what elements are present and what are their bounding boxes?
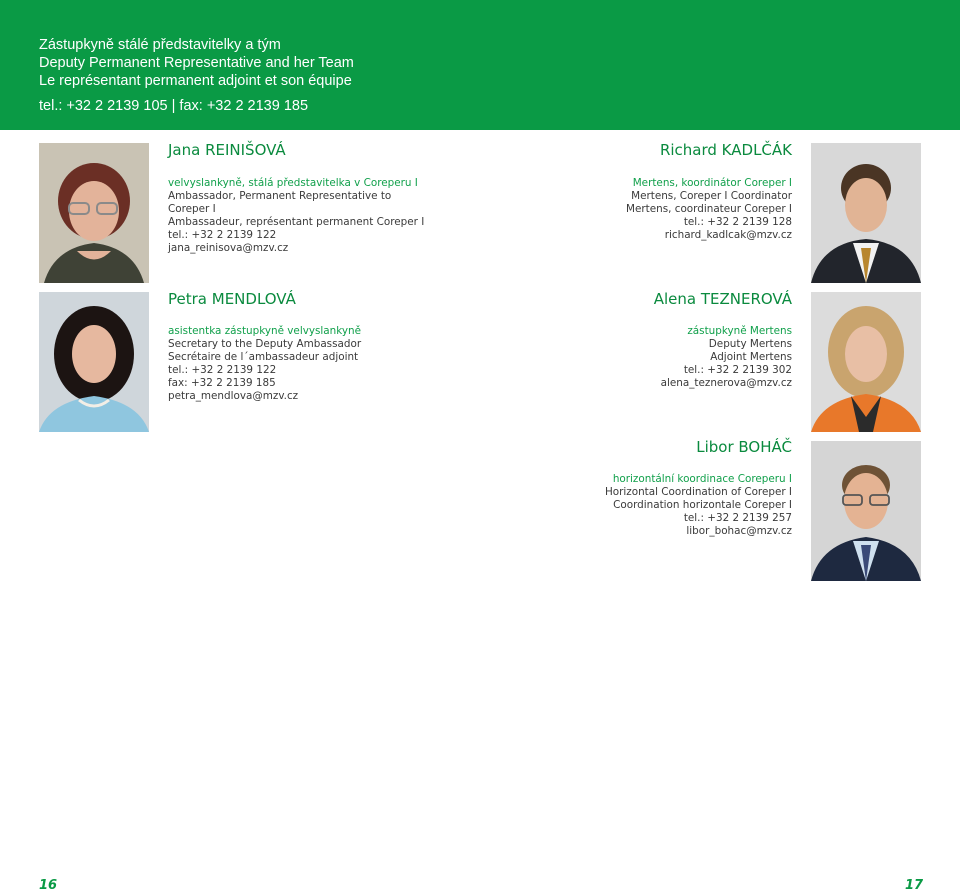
name-reinisova: Jana REINIŠOVÁ xyxy=(168,141,286,159)
role-fr-teznerova: Adjoint Mertens xyxy=(710,351,792,364)
role-fr-mendlova: Secrétaire de l´ambassadeur adjoint xyxy=(168,351,359,364)
tel-teznerova: tel.: +32 2 2139 302 xyxy=(683,364,792,377)
page-number-right: 17 xyxy=(905,878,924,893)
email-kadlcak[interactable]: richard_kadlcak@mzv.cz xyxy=(664,229,792,242)
tel-bohac: tel.: +32 2 2139 257 xyxy=(683,512,792,525)
header-title-en: Deputy Permanent Representative and her Team xyxy=(39,55,354,71)
role-fr-bohac: Coordination horizontale Coreper I xyxy=(613,499,792,512)
info-bohac xyxy=(592,473,792,538)
info-teznerova xyxy=(592,325,792,390)
role-cz-bohac: horizontální koordinace Coreperu I xyxy=(612,473,792,485)
tel-reinisova: tel.: +32 2 2139 122 xyxy=(168,229,277,242)
role-en-reinisova-1: Ambassador, Permanent Representative to xyxy=(168,190,392,203)
photo-bohac xyxy=(811,441,921,581)
photo-reinisova xyxy=(39,143,149,283)
photo-teznerova xyxy=(811,292,921,432)
role-en-teznerova: Deputy Mertens xyxy=(708,338,792,351)
role-en-reinisova-2: Coreper I xyxy=(168,203,216,216)
header-banner xyxy=(0,0,960,130)
info-reinisova xyxy=(168,177,424,256)
page-number-left: 16 xyxy=(39,878,58,893)
tel-kadlcak: tel.: +32 2 2139 128 xyxy=(683,216,792,229)
role-en-mendlova: Secretary to the Deputy Ambassador xyxy=(168,338,362,351)
role-fr-reinisova: Ambassadeur, représentant permanent Coreper I xyxy=(168,216,425,229)
role-cz-kadlcak: Mertens, koordinátor Coreper I xyxy=(632,177,792,189)
email-bohac[interactable]: libor_bohac@mzv.cz xyxy=(686,525,792,538)
photo-kadlcak xyxy=(811,143,921,283)
header-contact: tel.: +32 2 2139 105 | fax: +32 2 2139 185 xyxy=(39,98,309,114)
info-mendlova xyxy=(168,325,361,404)
role-fr-kadlcak: Mertens, coordinateur Coreper I xyxy=(626,203,792,216)
name-mendlova: Petra MENDLOVÁ xyxy=(168,290,296,308)
role-cz-mendlova: asistentka zástupkyně velvyslankyně xyxy=(168,325,362,337)
photo-mendlova xyxy=(39,292,149,432)
header-title-cz: Zástupkyně stálé představitelky a tým xyxy=(39,37,281,53)
info-kadlcak xyxy=(592,177,792,242)
name-bohac: Libor BOHÁČ xyxy=(696,438,792,456)
role-en-kadlcak: Mertens, Coreper I Coordinator xyxy=(631,190,792,203)
role-cz-teznerova: zástupkyně Mertens xyxy=(687,325,792,337)
email-mendlova[interactable]: petra_mendlova@mzv.cz xyxy=(168,390,299,403)
email-reinisova[interactable]: jana_reinisova@mzv.cz xyxy=(168,242,289,255)
fax-mendlova: fax: +32 2 2139 185 xyxy=(168,377,276,390)
email-teznerova[interactable]: alena_teznerova@mzv.cz xyxy=(660,377,792,390)
role-en-bohac: Horizontal Coordination of Coreper I xyxy=(604,486,792,499)
tel-mendlova: tel.: +32 2 2139 122 xyxy=(168,364,277,377)
name-teznerova: Alena TEZNEROVÁ xyxy=(653,290,792,308)
name-kadlcak: Richard KADLČÁK xyxy=(659,141,792,159)
header-title-fr: Le représentant permanent adjoint et son équipe xyxy=(39,73,352,89)
role-cz-reinisova: velvyslankyně, stálá představitelka v Coreperu I xyxy=(168,177,418,189)
